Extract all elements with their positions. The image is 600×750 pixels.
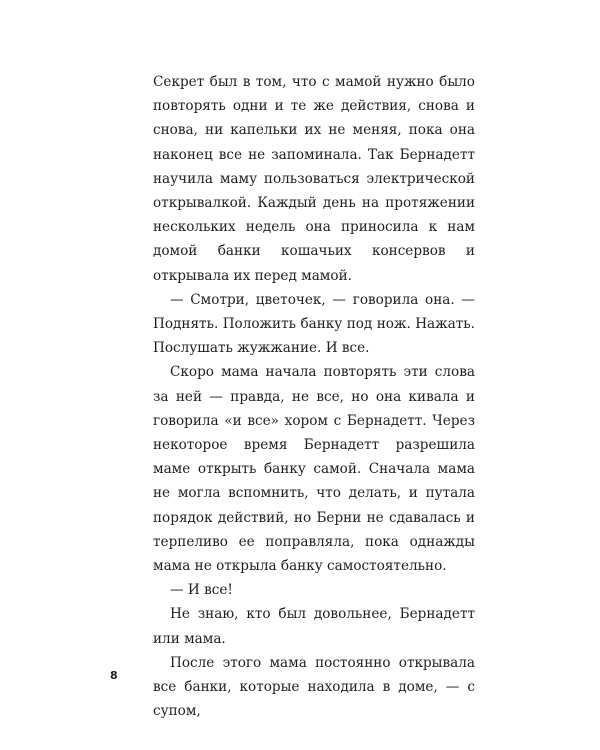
paragraph-3: Скоро мама начала повторять эти слова за ней — правда, не все, но она кивала и говорила «и все» хором с Бернадетт. Через некоторое время Бернадетт разрешила маме открыть банку самой. Сначала мама не могла вспомнить, что делать, и путала порядок действий, но Берни не сдавалась и терпеливо ее поправляла, пока однажды мама не открыла банку самостоятельно. [153, 364, 475, 575]
body-text [153, 70, 475, 723]
paragraph-4: — И все! [170, 582, 233, 599]
paragraph-1: Секрет был в том, что с мамой нужно было повторять одни и те же действия, снова и снова, ни капельки их не меняя, пока она наконец все не запоминала. Так Бернадетт научила маму пользоваться электрической открывалкой. Каждый день на протяжении нескольких недель она приносила к нам домой банки кошачьих консервов и открывала их перед мамой. [153, 74, 475, 284]
paragraph-2: — Смотри, цветочек, — говорила она. — Поднять. Положить банку под нож. Нажать. Послушать жужжание. И все. [153, 291, 475, 357]
paragraph-5: Не знаю, кто был довольнее, Бернадетт или мама. [153, 606, 475, 647]
page-number: 8 [110, 669, 118, 682]
paragraph-6: После этого мама постоянно открывала все банки, которые находила в доме, — с супом, [153, 654, 475, 720]
